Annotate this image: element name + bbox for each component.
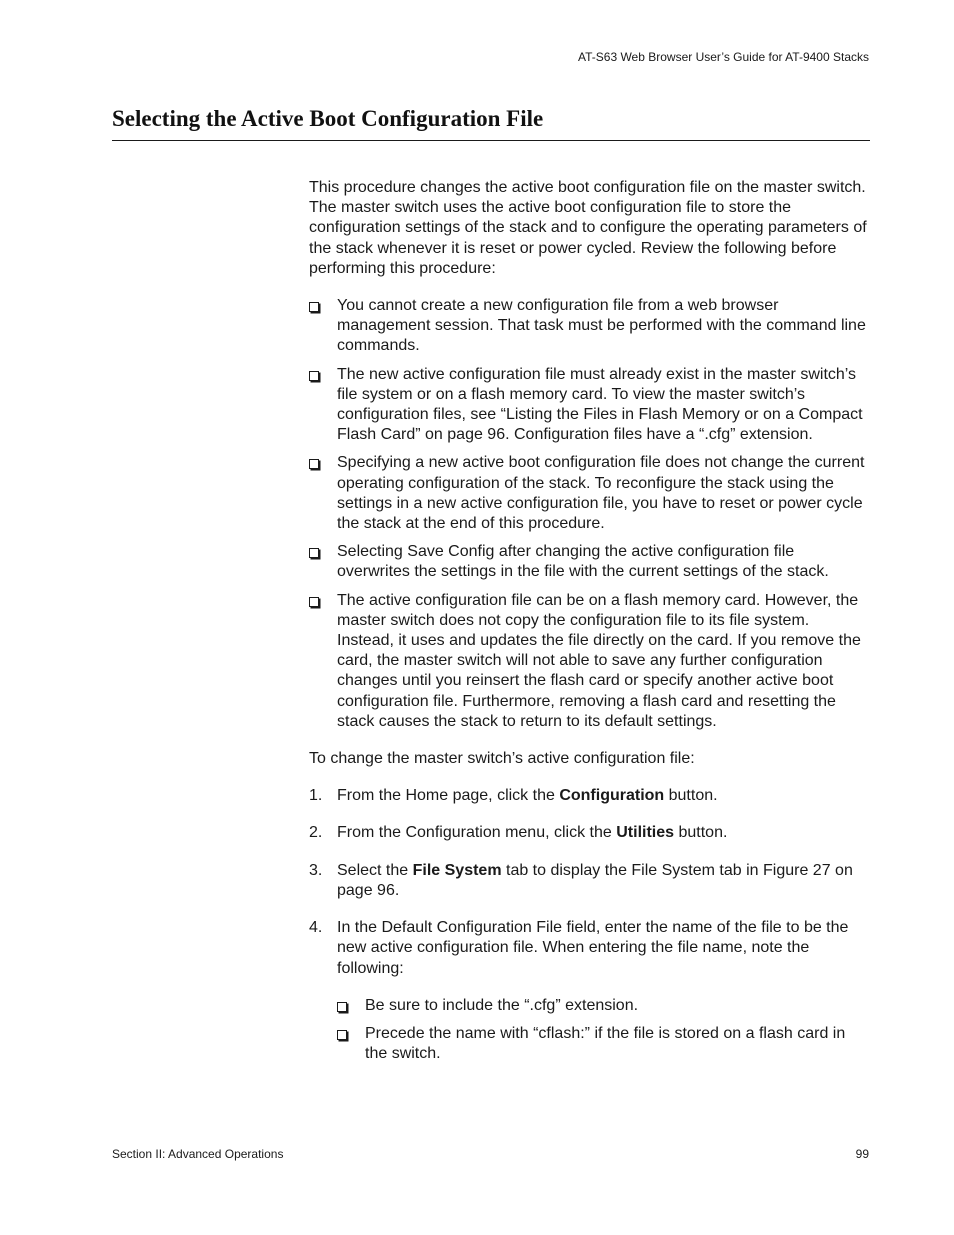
- step-item: 3. Select the File System tab to display the File System tab in Figure 27 on page 96.: [309, 861, 853, 899]
- checkbox-bullet-icon: [337, 1030, 347, 1040]
- checkbox-bullet-icon: [309, 548, 319, 558]
- title-rule: [112, 140, 870, 141]
- running-header: AT-S63 Web Browser User’s Guide for AT-9400 Stacks: [577, 50, 869, 64]
- list-item: Precede the name with “cflash:” if the file is stored on a flash card in the switch.: [337, 1024, 870, 1064]
- list-item: The active configuration file can be on a flash memory card. However, the master switch does not copy the configuration file to its file system. Instead, it uses and updates the file directly on the card. If you remove the card, the master switch will not able to save any further configuration changes until you reinsert the flash card or specify another active boot configuration file. Furthermore, removing a flash card and resetting the stack causes the stack to return to its default settings.: [309, 591, 870, 732]
- checkbox-bullet-icon: [309, 459, 319, 469]
- list-item: Selecting Save Config after changing the active configuration file overwrites the settings in the file with the current settings of the stack.: [309, 542, 870, 582]
- step-item: 2. From the Configuration menu, click the Utilities button.: [309, 823, 870, 843]
- checkbox-bullet-icon: [309, 302, 319, 312]
- step-number: 3.: [309, 861, 323, 879]
- list-item: Be sure to include the “.cfg” extension.: [337, 996, 870, 1016]
- list-item: You cannot create a new configuration file from a web browser management session. That task must be performed with the command line commands.: [309, 296, 870, 357]
- procedure-steps: [309, 786, 870, 1064]
- page-number: 99: [855, 1147, 869, 1161]
- step-item: 4. In the Default Configuration File field, enter the name of the file to be the new active configuration file. When entering the file name, note the following: Be sure to include the “.cfg” extension. Precede the name with “cflash:” if the file is stored on a flash card in the switch.: [309, 918, 870, 1064]
- notes-list: [309, 296, 870, 732]
- file-name-notes: [337, 996, 870, 1065]
- page-title: Selecting the Active Boot Configuration File: [112, 106, 544, 131]
- intro-paragraph: This procedure changes the active boot configuration file on the master switch. The master switch uses the active boot configuration file to store the configuration settings of the stack and to configure the operating parameters of the stack whenever it is reset or power cycled. Review the following before performing this procedure:: [309, 179, 867, 277]
- checkbox-bullet-icon: [309, 597, 319, 607]
- list-item: Specifying a new active boot configuration file does not change the current operating configuration of the stack. To reconfigure the stack using the settings in a new active configuration file, you have to reset or power cycle the stack at the end of this procedure.: [309, 453, 870, 534]
- step-number: 2.: [309, 824, 323, 842]
- step-number: 4.: [309, 919, 323, 937]
- step-number: 1.: [309, 787, 323, 805]
- list-item: The new active configuration file must already exist in the master switch’s file system or on a flash memory card. To view the master switch’s configuration files, see “Listing the Files in Flash Memory or on a Compact Flash Card” on page 96. Configuration files have a “.cfg” extension.: [309, 365, 870, 446]
- checkbox-bullet-icon: [337, 1002, 347, 1012]
- footer-section: Section II: Advanced Operations: [112, 1147, 284, 1161]
- procedure-lead: To change the master switch’s active configuration file:: [309, 750, 695, 768]
- step-item: 1. From the Home page, click the Configuration button.: [309, 786, 870, 806]
- body-content: [309, 178, 870, 1081]
- checkbox-bullet-icon: [309, 371, 319, 381]
